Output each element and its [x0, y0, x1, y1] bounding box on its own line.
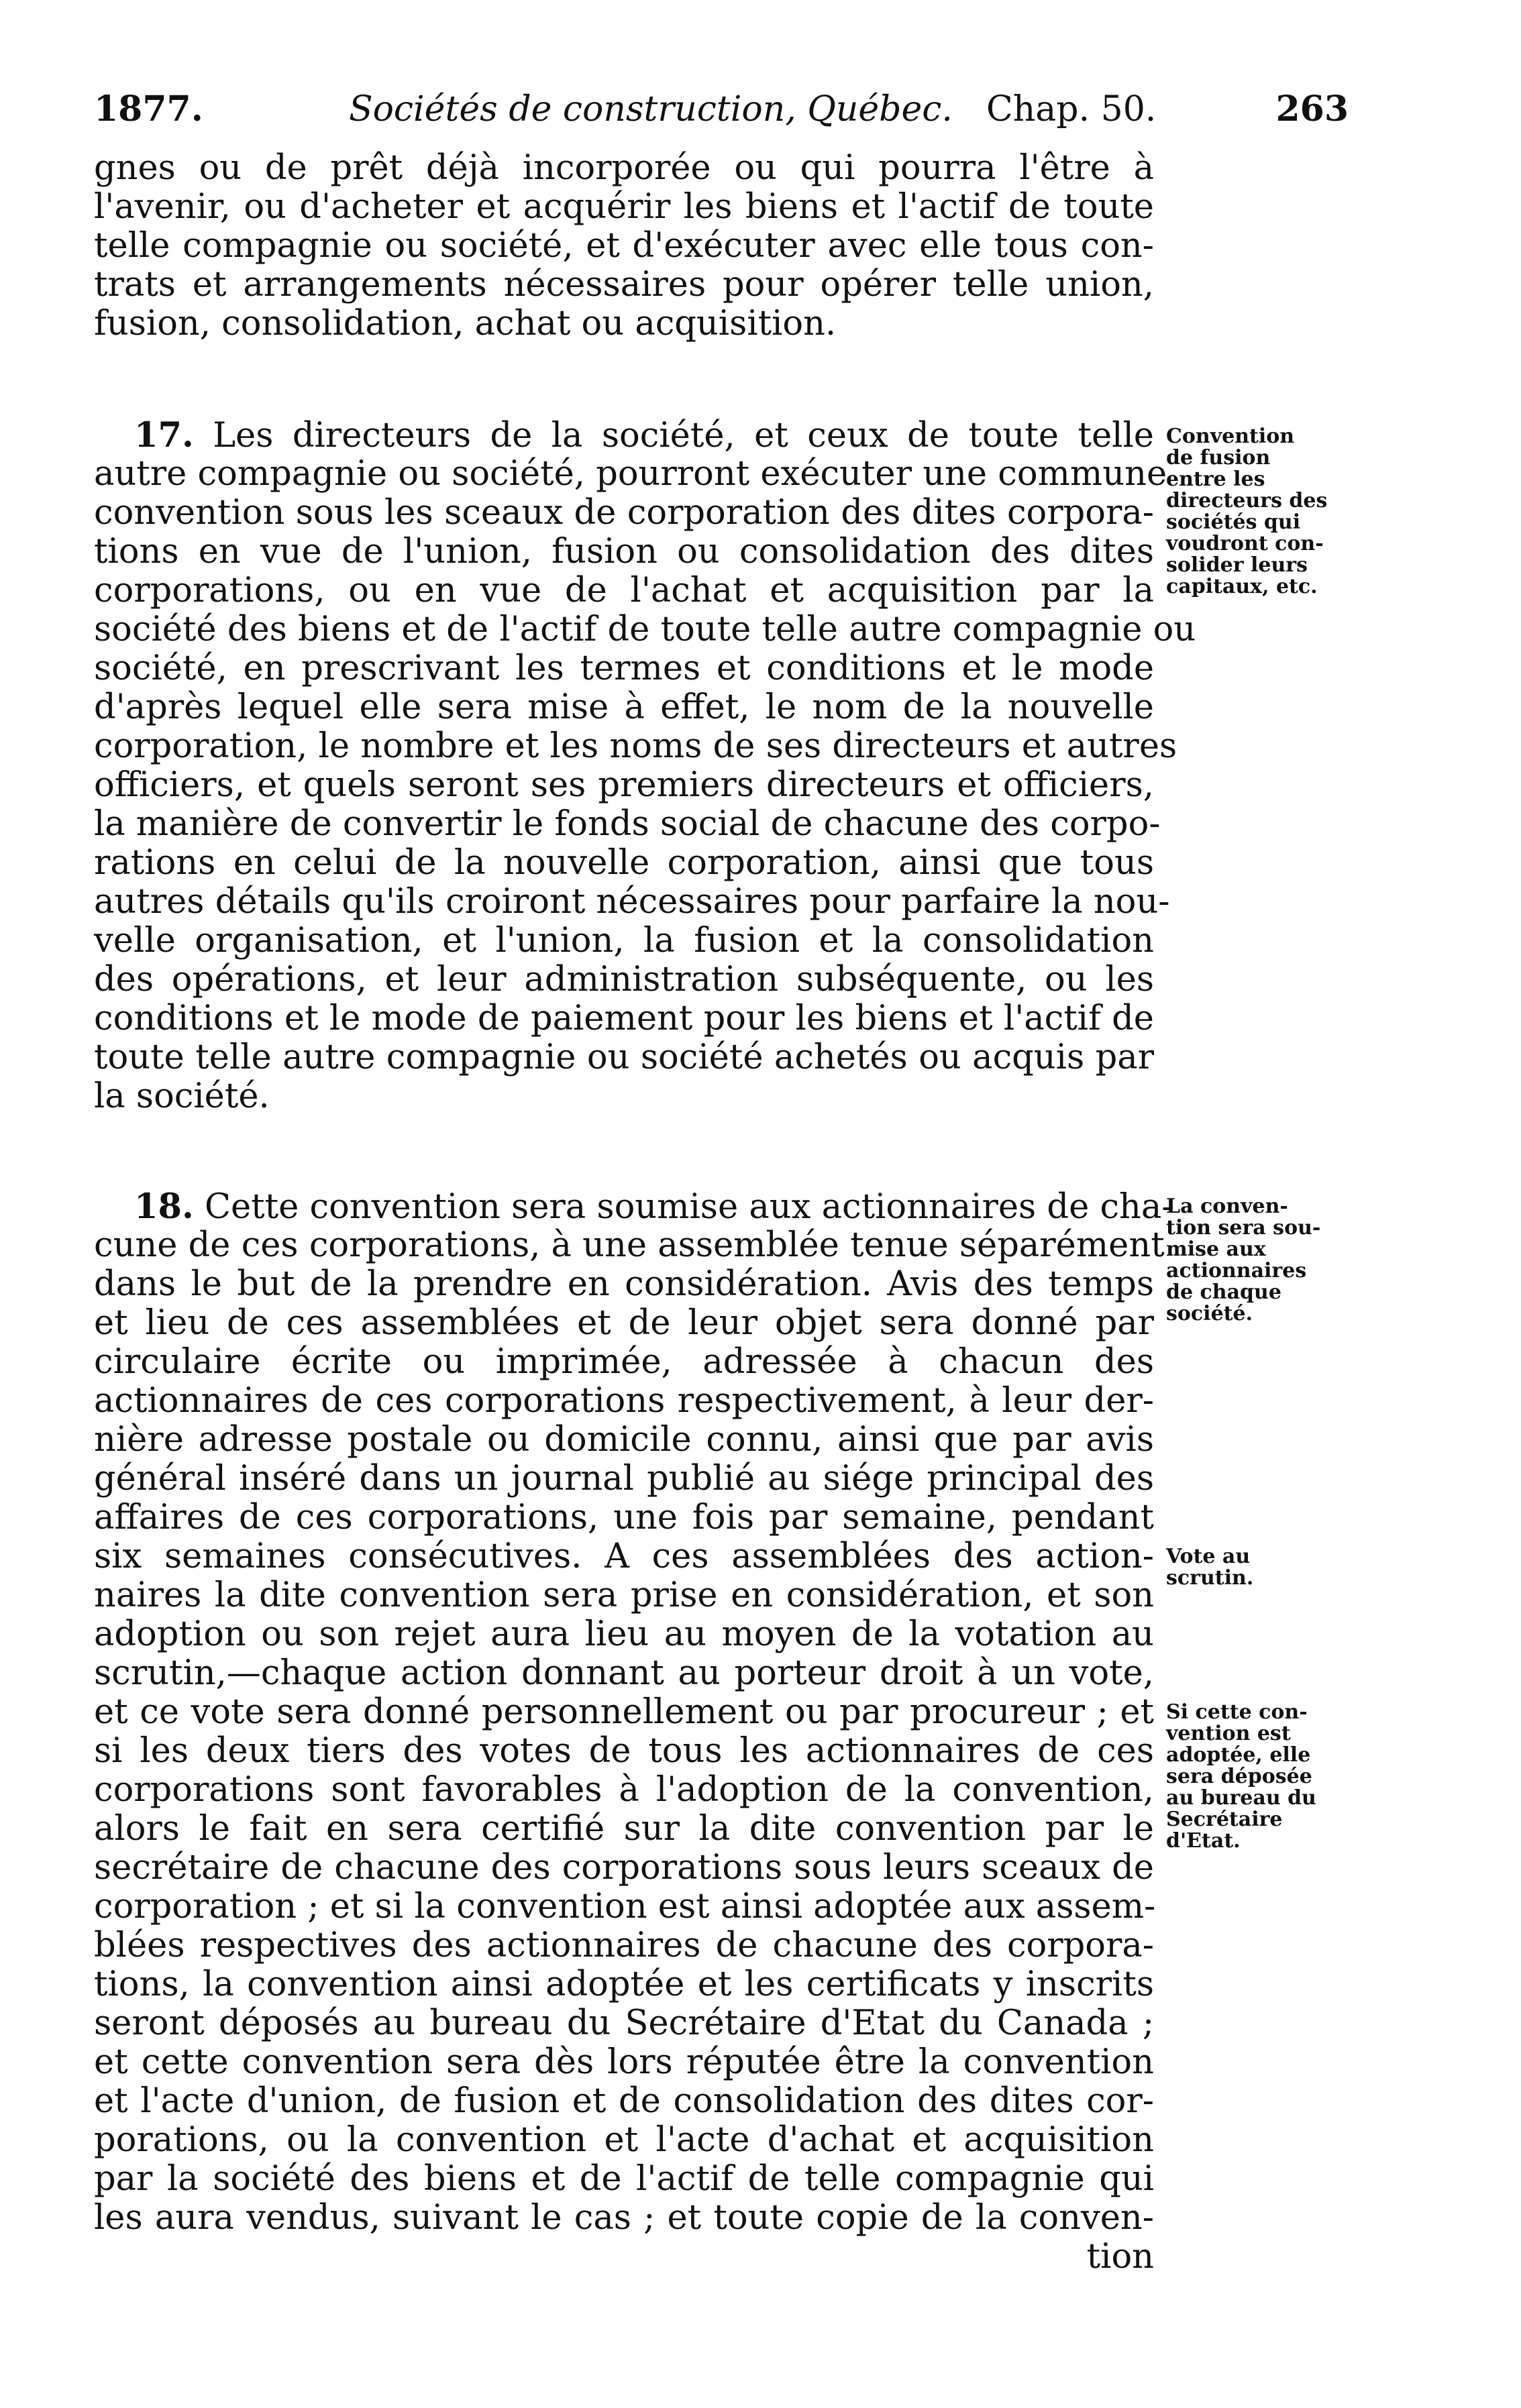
- margin-note: au bureau du: [1166, 1786, 1316, 1810]
- text-line: trats et arrangements nécessaires pour opérer telle union,: [94, 265, 1154, 305]
- margin-note: Secrétaire: [1166, 1808, 1283, 1831]
- margin-note: La conven-: [1166, 1195, 1288, 1218]
- header-title: Sociétés de construction, Québec.: [349, 89, 953, 129]
- margin-note: directeurs des: [1166, 489, 1328, 512]
- text-line: rations en celui de la nouvelle corporation, ainsi que tous: [94, 843, 1154, 883]
- margin-note: capitaux, etc.: [1166, 575, 1318, 598]
- margin-note: vention est: [1166, 1722, 1291, 1745]
- text-line: six semaines consécutives. A ces assemblées des action-: [94, 1537, 1154, 1576]
- text-line: gnes ou de prêt déjà incorporée ou qui pourra l'être à: [94, 148, 1154, 188]
- text-line: autre compagnie ou société, pourront exécuter une commune: [94, 454, 1167, 494]
- text-line: société des biens et de l'actif de toute telle autre compagnie ou: [94, 610, 1196, 649]
- text-line: secrétaire de chacune des corporations sous leurs sceaux de: [94, 1848, 1154, 1887]
- text-line: corporation ; et si la convention est ainsi adoptée aux assem-: [94, 1887, 1156, 1926]
- margin-note: solider leurs: [1166, 553, 1308, 577]
- text-line: corporation, le nombre et les noms de ses directeurs et autres: [94, 726, 1177, 766]
- header-chapter: Chap. 50.: [986, 89, 1157, 129]
- margin-note: Si cette con-: [1166, 1700, 1308, 1724]
- margin-note: mise aux: [1166, 1238, 1266, 1261]
- text-line: adoption ou son rejet aura lieu au moyen de la votation au: [94, 1615, 1154, 1654]
- margin-note: tion sera sou-: [1166, 1216, 1321, 1240]
- text-span: Cette convention sera soumise aux actionnaires de cha-: [204, 1187, 1173, 1227]
- catchword: tion: [1086, 2237, 1154, 2277]
- margin-note: entre les: [1166, 468, 1265, 491]
- text-line: telle compagnie ou société, et d'exécuter avec elle tous con-: [94, 226, 1154, 266]
- margin-note: adoptée, elle: [1166, 1743, 1311, 1767]
- margin-note: de chaque: [1166, 1280, 1281, 1304]
- text-line: conditions et le mode de paiement pour les biens et l'actif de: [94, 999, 1154, 1038]
- text-line: si les deux tiers des votes de tous les actionnaires de ces: [94, 1731, 1154, 1771]
- text-line: velle organisation, et l'union, la fusion et la consolidation: [94, 921, 1154, 961]
- text-line: fusion, consolidation, achat ou acquisition.: [94, 304, 837, 343]
- text-line: seront déposés au bureau du Secrétaire d'Etat du Canada ;: [94, 2004, 1154, 2043]
- text-line: d'après lequel elle sera mise à effet, le nom de la nouvelle: [94, 688, 1154, 727]
- text-line: scrutin,—chaque action donnant au porteur droit à un vote,: [94, 1653, 1154, 1693]
- text-line: toute telle autre compagnie ou société achetés ou acquis par: [94, 1038, 1154, 1077]
- margin-note: Vote au: [1166, 1545, 1251, 1568]
- margin-note: voudront con-: [1166, 532, 1324, 555]
- text-line: général inséré dans un journal publié au siége principal des: [94, 1459, 1154, 1498]
- text-line: corporations, ou en vue de l'achat et acquisition par la: [94, 571, 1154, 610]
- section-18-first-line: [134, 1187, 1173, 1227]
- text-line: affaires de ces corporations, une fois par semaine, pendant: [94, 1498, 1154, 1537]
- text-line: corporations sont favorables à l'adoption de la convention,: [94, 1770, 1154, 1810]
- text-line: alors le fait en sera certifié sur la dite convention par le: [94, 1809, 1154, 1849]
- margin-note: scrutin.: [1166, 1566, 1254, 1590]
- margin-note: sera déposée: [1166, 1765, 1312, 1788]
- text-line: tions en vue de l'union, fusion ou consolidation des dites: [94, 532, 1154, 571]
- text-line: et l'acte d'union, de fusion et de consolidation des dites cor-: [94, 2081, 1154, 2121]
- text-line: la manière de convertir le fonds social de chacune des corpo-: [94, 804, 1161, 844]
- margin-note: société.: [1166, 1302, 1253, 1325]
- margin-note: sociétés qui: [1166, 510, 1301, 534]
- text-line: circulaire écrite ou imprimée, adressée à chacun des: [94, 1342, 1154, 1382]
- margin-note: de fusion: [1166, 446, 1271, 470]
- page-number: 263: [1275, 89, 1349, 129]
- text-span: Les directeurs de la société, et ceux de toute telle: [213, 416, 1154, 455]
- text-line: la société.: [94, 1077, 270, 1116]
- section-17-first-line: [134, 416, 1154, 455]
- text-line: et lieu de ces assemblées et de leur objet sera donné par: [94, 1303, 1154, 1343]
- text-line: l'avenir, ou d'acheter et acquérir les biens et l'actif de toute: [94, 187, 1154, 227]
- text-line: officiers, et quels seront ses premiers directeurs et officiers,: [94, 765, 1154, 805]
- text-line: convention sous les sceaux de corporation des dites corpora-: [94, 493, 1154, 533]
- header-year: 1877.: [94, 89, 203, 129]
- text-line: autres détails qu'ils croiront nécessaires pour parfaire la nou-: [94, 882, 1170, 922]
- margin-note: actionnaires: [1166, 1259, 1307, 1282]
- text-line: nière adresse postale ou domicile connu, ainsi que par avis: [94, 1420, 1154, 1460]
- margin-note: Convention: [1166, 425, 1295, 448]
- text-line: blées respectives des actionnaires de chacune des corpora-: [94, 1926, 1154, 1965]
- text-line: les aura vendus, suivant le cas ; et toute copie de la conven-: [94, 2198, 1154, 2238]
- text-line: dans le but de la prendre en considération. Avis des temps: [94, 1264, 1154, 1304]
- text-line: et cette convention sera dès lors réputée être la convention: [94, 2042, 1154, 2082]
- section-number-18: 18.: [134, 1187, 194, 1227]
- text-line: actionnaires de ces corporations respectivement, à leur der-: [94, 1381, 1154, 1421]
- text-line: des opérations, et leur administration subséquente, ou les: [94, 960, 1154, 999]
- text-line: porations, ou la convention et l'acte d'achat et acquisition: [94, 2120, 1154, 2160]
- text-line: et ce vote sera donné personnellement ou par procureur ; et: [94, 1692, 1154, 1732]
- running-header: [94, 86, 1349, 133]
- text-line: naires la dite convention sera prise en considération, et son: [94, 1576, 1154, 1615]
- text-line: par la société des biens et de l'actif de telle compagnie qui: [94, 2159, 1154, 2199]
- text-line: cune de ces corporations, à une assemblée tenue séparément: [94, 1225, 1165, 1265]
- text-line: tions, la convention ainsi adoptée et les certificats y inscrits: [94, 1965, 1154, 2004]
- section-number-17: 17.: [134, 415, 194, 455]
- margin-note: d'Etat.: [1166, 1829, 1241, 1853]
- text-line: société, en prescrivant les termes et conditions et le mode: [94, 649, 1154, 688]
